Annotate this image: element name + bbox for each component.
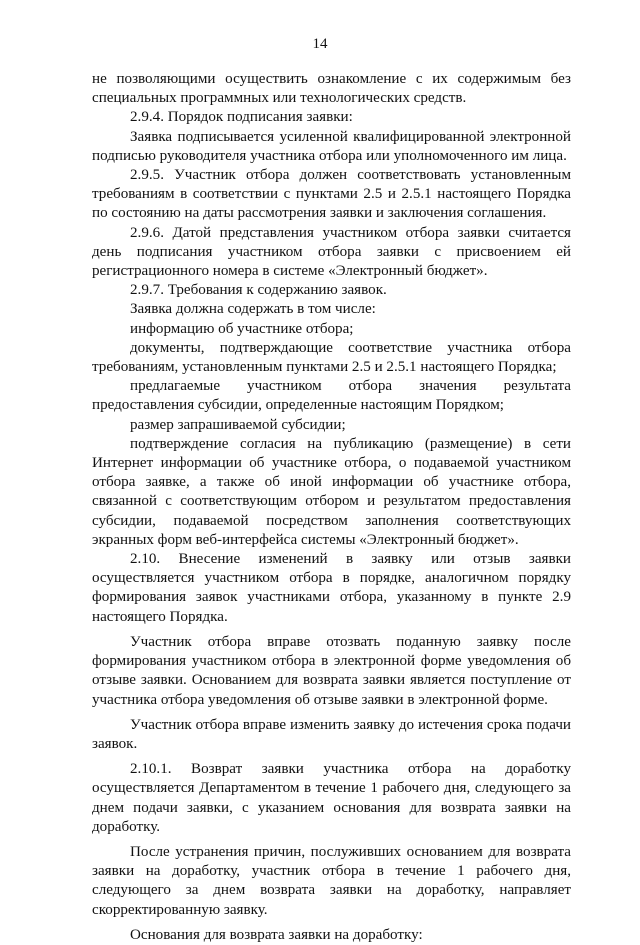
paragraph-2-10: 2.10. Внесение изменений в заявку или отзыв заявки осуществляется участником отбора в порядке, аналогичном порядку формирования заявок участниками отбора, указанному в пункте 2.9 настоящего Порядка.: [92, 551, 571, 625]
paragraph-2-9-4-heading: 2.9.4. Порядок подписания заявки:: [130, 109, 353, 126]
list-item: документы, подтверждающие соответствие участника отбора требованиям, установленным пунктами 2.5 и 2.5.1 настоящего Порядка;: [92, 339, 571, 376]
paragraph-2-9-5: 2.9.5. Участник отбора должен соответствовать установленным требованиям в соответствии с пунктами 2.5 и 2.5.1 настоящего Порядка по состоянию на даты рассмотрения заявки и заключения соглашения.: [92, 167, 571, 222]
paragraph-change: Участник отбора вправе изменить заявку до истечения срока подачи заявок.: [92, 716, 571, 752]
paragraph-after-fix: После устранения причин, послуживших основанием для возврата заявки на доработку, участник отбора в течение 1 рабочего дня, следующего за днем возврата заявки на доработку, направляет скорректированную заявку.: [92, 843, 571, 918]
paragraph-2-9-6: 2.9.6. Датой представления участником отбора заявки считается день подписания участником отбора заявки с присвоением ей регистрационного номера в системе «Электронный бюджет».: [92, 224, 571, 280]
paragraph-continuation: не позволяющими осуществить ознакомление с их содержимым без специальных программных или технологических средств.: [92, 71, 571, 107]
page-number: 14: [312, 36, 328, 52]
list-item: размер запрашиваемой субсидии;: [130, 416, 346, 433]
list-item: предлагаемые участником отбора значения результата предоставления субсидии, определенные настоящим Порядком;: [92, 378, 571, 414]
paragraph-signature: Заявка подписывается усиленной квалифицированной электронной подписью руководителя участника отбора или уполномоченного им лица.: [92, 128, 571, 164]
paragraph-requirements-intro: Заявка должна содержать в том числе:: [130, 301, 376, 318]
list-item: подтверждение согласия на публикацию (размещение) в сети Интернет информации об участнике отбора, о подаваемой участником отбора заявке, а также об иной информации об участнике отбора, связанной с соответствующим отбором и результатом предоставления субсидии, подаваемой посредством заполнения соответствующих экранных форм веб-интерфейса системы «Электронный бюджет».: [92, 435, 571, 548]
paragraph-return-grounds: Основания для возврата заявки на доработку:: [130, 926, 423, 943]
paragraph-2-9-7-heading: 2.9.7. Требования к содержанию заявок.: [130, 282, 387, 299]
paragraph-2-10-1: 2.10.1. Возврат заявки участника отбора на доработку осуществляется Департаментом в течение 1 рабочего дня, следующего за днем подачи заявки, с указанием основания для возврата заявки на доработку.: [92, 761, 571, 835]
document-body: [92, 70, 571, 945]
list-item: информацию об участнике отбора;: [130, 320, 354, 337]
paragraph-withdrawal: Участник отбора вправе отозвать поданную заявку после формирования участником отбора в электронной форме уведомления об отзыве заявки. Основанием для возврата заявки является поступление от участника отбора уведомления об отзыве заявки в электронной форме.: [92, 633, 571, 708]
